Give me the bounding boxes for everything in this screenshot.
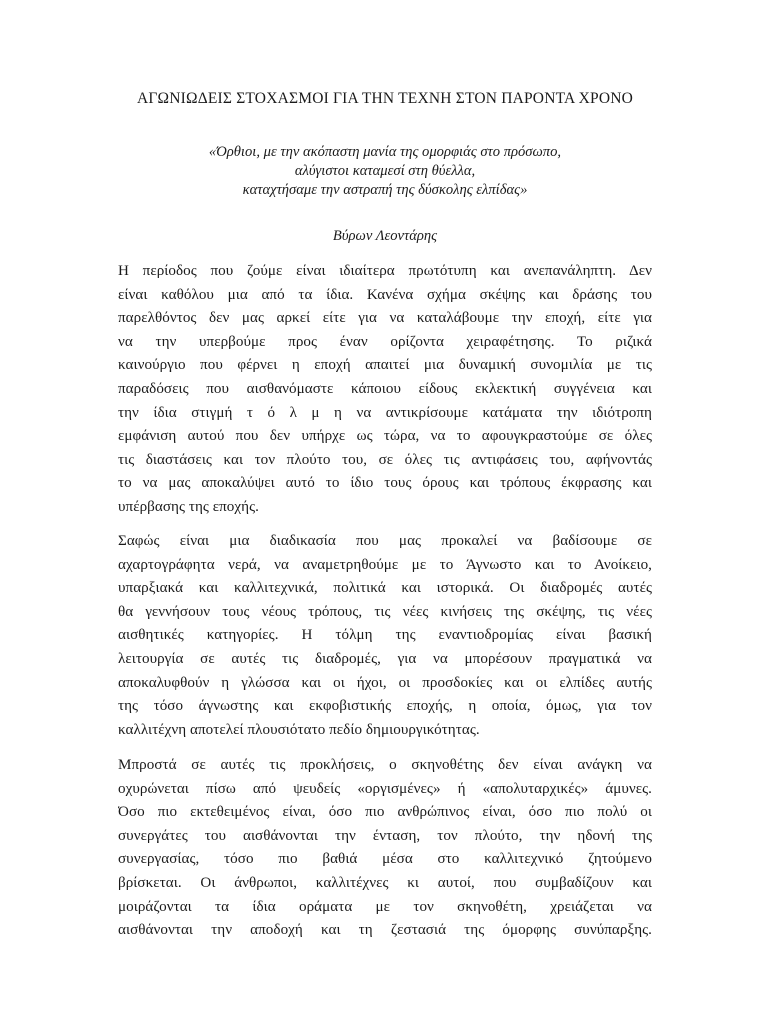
text-line: καινούργιο που φέρνει η εποχή απαιτεί μια δυναμική συνομιλία με τις [118,357,652,374]
text-line: αποκαλυφθούν η γλώσσα και οι ήχοι, οι προσδοκίες και οι ελπίδες αυτής [118,674,652,691]
body-paragraph [118,754,652,943]
text-line: Μπροστά σε αυτές τις προκλήσεις, ο σκηνοθέτης δεν είναι ανάγκη να [118,757,652,773]
text-line: λειτουργία σε αυτές τις διαδρομές, για να μπορέσουν πραγματικά να [118,650,652,667]
text-line: Όσο πιο εκτεθειμένος είναι, όσο πιο ανθρώπινος είναι, όσο πιο πολύ οι [118,804,652,821]
text-line: τις διαστάσεις και τον πλούτο του, σε όλες τις αντιφάσεις του, αφήνοντάς [118,451,652,468]
text-line: συνεργασίας, τόσο πιο βαθιά μέσα στο καλλιτεχνικό ζητούμενο [118,851,652,868]
text-line: Σαφώς είναι μια διαδικασία που μας προκαλεί να βαδίσουμε σε [118,533,652,549]
body-paragraph [118,530,652,742]
epigraph-author: Βύρων Λεοντάρης [332,228,438,244]
epigraph [150,143,620,200]
text-line: είναι καθόλου μια από τα ίδια. Κανένα σχήμα σκέψης και δράσης του [118,286,652,303]
epigraph-line: αλύγιστοι καταμεσί στη θύελλα, [294,163,476,179]
epigraph-line: καταχτήσαμε την αστραπή της δύσκολης ελπίδας» [242,182,528,198]
text-line: αισθητικές κατηγορίες. Η τόλμη της εναντιοδρομίας είναι βασική [118,627,652,644]
text-line: οχυρώνεται πίσω από ψευδείς «οργισμένες» ή «απολυταρχικές» άμυνες. [118,780,652,797]
text-line: την ίδια στιγμή τ ό λ μ η να αντικρίσουμε κατάματα την ιδιότροπη [118,404,652,421]
body-paragraph [118,260,652,520]
text-line: της τόσο άγνωστης και εκφοβιστικής εποχής, η οποία, όμως, για τον [118,698,652,715]
text-line: μοιράζονται τα ίδια οράματα με τον σκηνοθέτη, χρειάζεται να [118,898,652,915]
text-line: αισθάνονται την αποδοχή και τη ζεστασιά της όμορφης συνύπαρξης. [118,922,652,939]
text-line: το να μας αποκαλύψει αυτό το ίδιο τους όρους και τρόπους έκφρασης και [118,475,652,492]
text-line: να την υπερβούμε προς έναν ορίζοντα χειραφέτησης. Το ριζικά [118,333,652,350]
document-title: ΑΓΩΝΙΩΔΕΙΣ ΣΤΟΧΑΣΜΟΙ ΓΙΑ ΤΗΝ ΤΕΧΝΗ ΣΤΟΝ ΠΑΡΟΝΤΑ ΧΡΟΝΟ [136,90,634,107]
text-line: συνεργάτες του αισθάνονται την ένταση, τον πλούτο, την ηδονή της [118,827,652,844]
epigraph-line: «Όρθιοι, με την ακόπαστη μανία της ομορφιάς στο πρόσωπο, [208,144,562,160]
text-line: υπέρβασης της εποχής. [118,498,259,515]
text-line: αχαρτογράφητα νερά, να αναμετρηθούμε με το Άγνωστο και το Ανοίκειο, [118,556,652,573]
text-line: θα γεννήσουν τους νέους τρόπους, τις νέες κινήσεις της σκέψης, τις νέες [118,603,652,620]
text-line: καλλιτέχνη αποτελεί πλουσιότατο πεδίο δημιουργικότητας. [118,721,480,738]
text-line: Η περίοδος που ζούμε είναι ιδιαίτερα πρωτότυπη και ανεπανάληπτη. Δεν [118,263,652,279]
text-line: παρελθόντος δεν μας αρκεί είτε για να καταλάβουμε την εποχή, είτε για [118,310,652,327]
text-line: υπαρξιακά και καλλιτεχνικά, πολιτικά και ιστορικά. Οι διαδρομές αυτές [118,580,652,597]
text-line: εμφάνιση αυτού που δεν υπήρχε ως τώρα, να το αφουγκραστούμε σε όλες [118,428,652,445]
text-line: παραδόσεις που αισθανόμαστε κάποιου είδους εκλεκτική συγγένεια και [118,380,652,397]
text-line: βρίσκεται. Οι άνθρωποι, καλλιτέχνες κι αυτοί, που συμβαδίζουν και [118,874,652,891]
